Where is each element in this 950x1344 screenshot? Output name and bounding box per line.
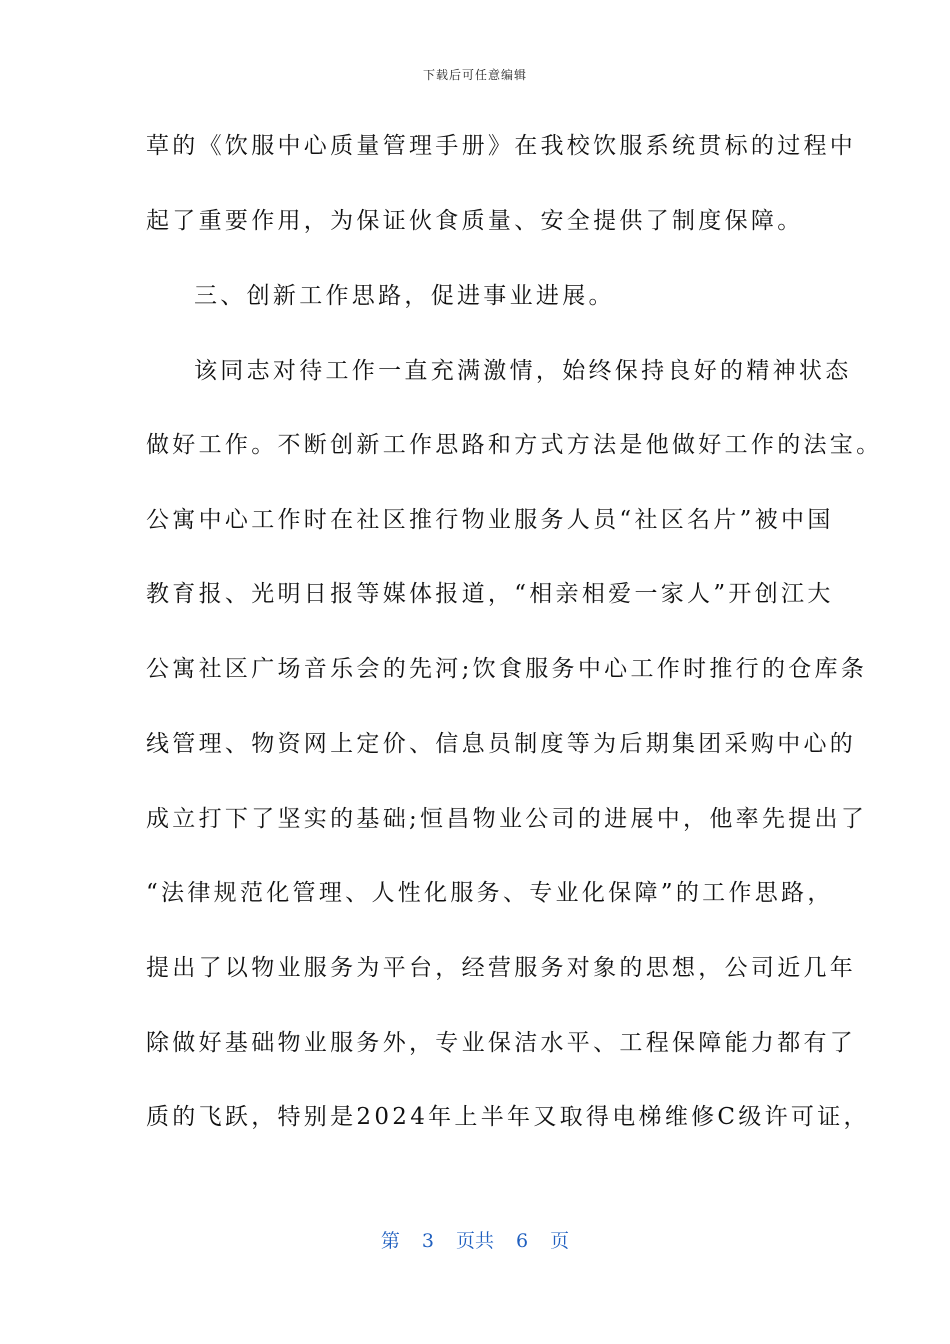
text-line: 做好工作。不断创新工作思路和方式方法是他做好工作的法宝。 (146, 432, 883, 458)
text-line: 质的飞跃，特别是2024年上半年又取得电梯维修C级许可证， (146, 1104, 870, 1130)
page-label-prefix: 第 (380, 1230, 400, 1252)
section-heading: 三、创新工作思路，促进事业进展。 (194, 283, 615, 309)
text-line: 公寓中心工作时在社区推行物业服务人员“社区名片”被中国 (146, 507, 834, 533)
text-line: 公寓社区广场音乐会的先河;饮食服务中心工作时推行的仓库条 (146, 656, 868, 682)
text-line: 除做好基础物业服务外，专业保洁水平、工程保障能力都有了 (146, 1030, 857, 1056)
header-note: 下载后可任意编辑 (422, 68, 527, 82)
text-line: 起了重要作用，为保证伙食质量、安全提供了制度保障。 (146, 208, 804, 234)
page-label-suffix: 页 (550, 1230, 570, 1252)
page-label-mid: 页共 (455, 1230, 494, 1252)
text-line: 成立打下了坚实的基础;恒昌物业公司的进展中，他率先提出了 (146, 806, 868, 832)
text-line: 草的《饮服中心质量管理手册》在我校饮服系统贯标的过程中 (146, 133, 857, 159)
text-line: 线管理、物资网上定价、信息员制度等为后期集团采购中心的 (146, 731, 857, 757)
page-footer (0, 1226, 950, 1253)
text-line: 教育报、光明日报等媒体报道，“相亲相爱一家人”开创江大 (146, 581, 834, 607)
text-line: 提出了以物业服务为平台，经营服务对象的思想，公司近几年 (146, 955, 857, 981)
text-line: 该同志对待工作一直充满激情，始终保持良好的精神状态 (194, 358, 852, 384)
page-total: 6 (516, 1230, 529, 1252)
text-line: “法律规范化管理、人性化服务、专业化保障”的工作思路， (146, 880, 834, 906)
page-current: 3 (421, 1230, 434, 1252)
